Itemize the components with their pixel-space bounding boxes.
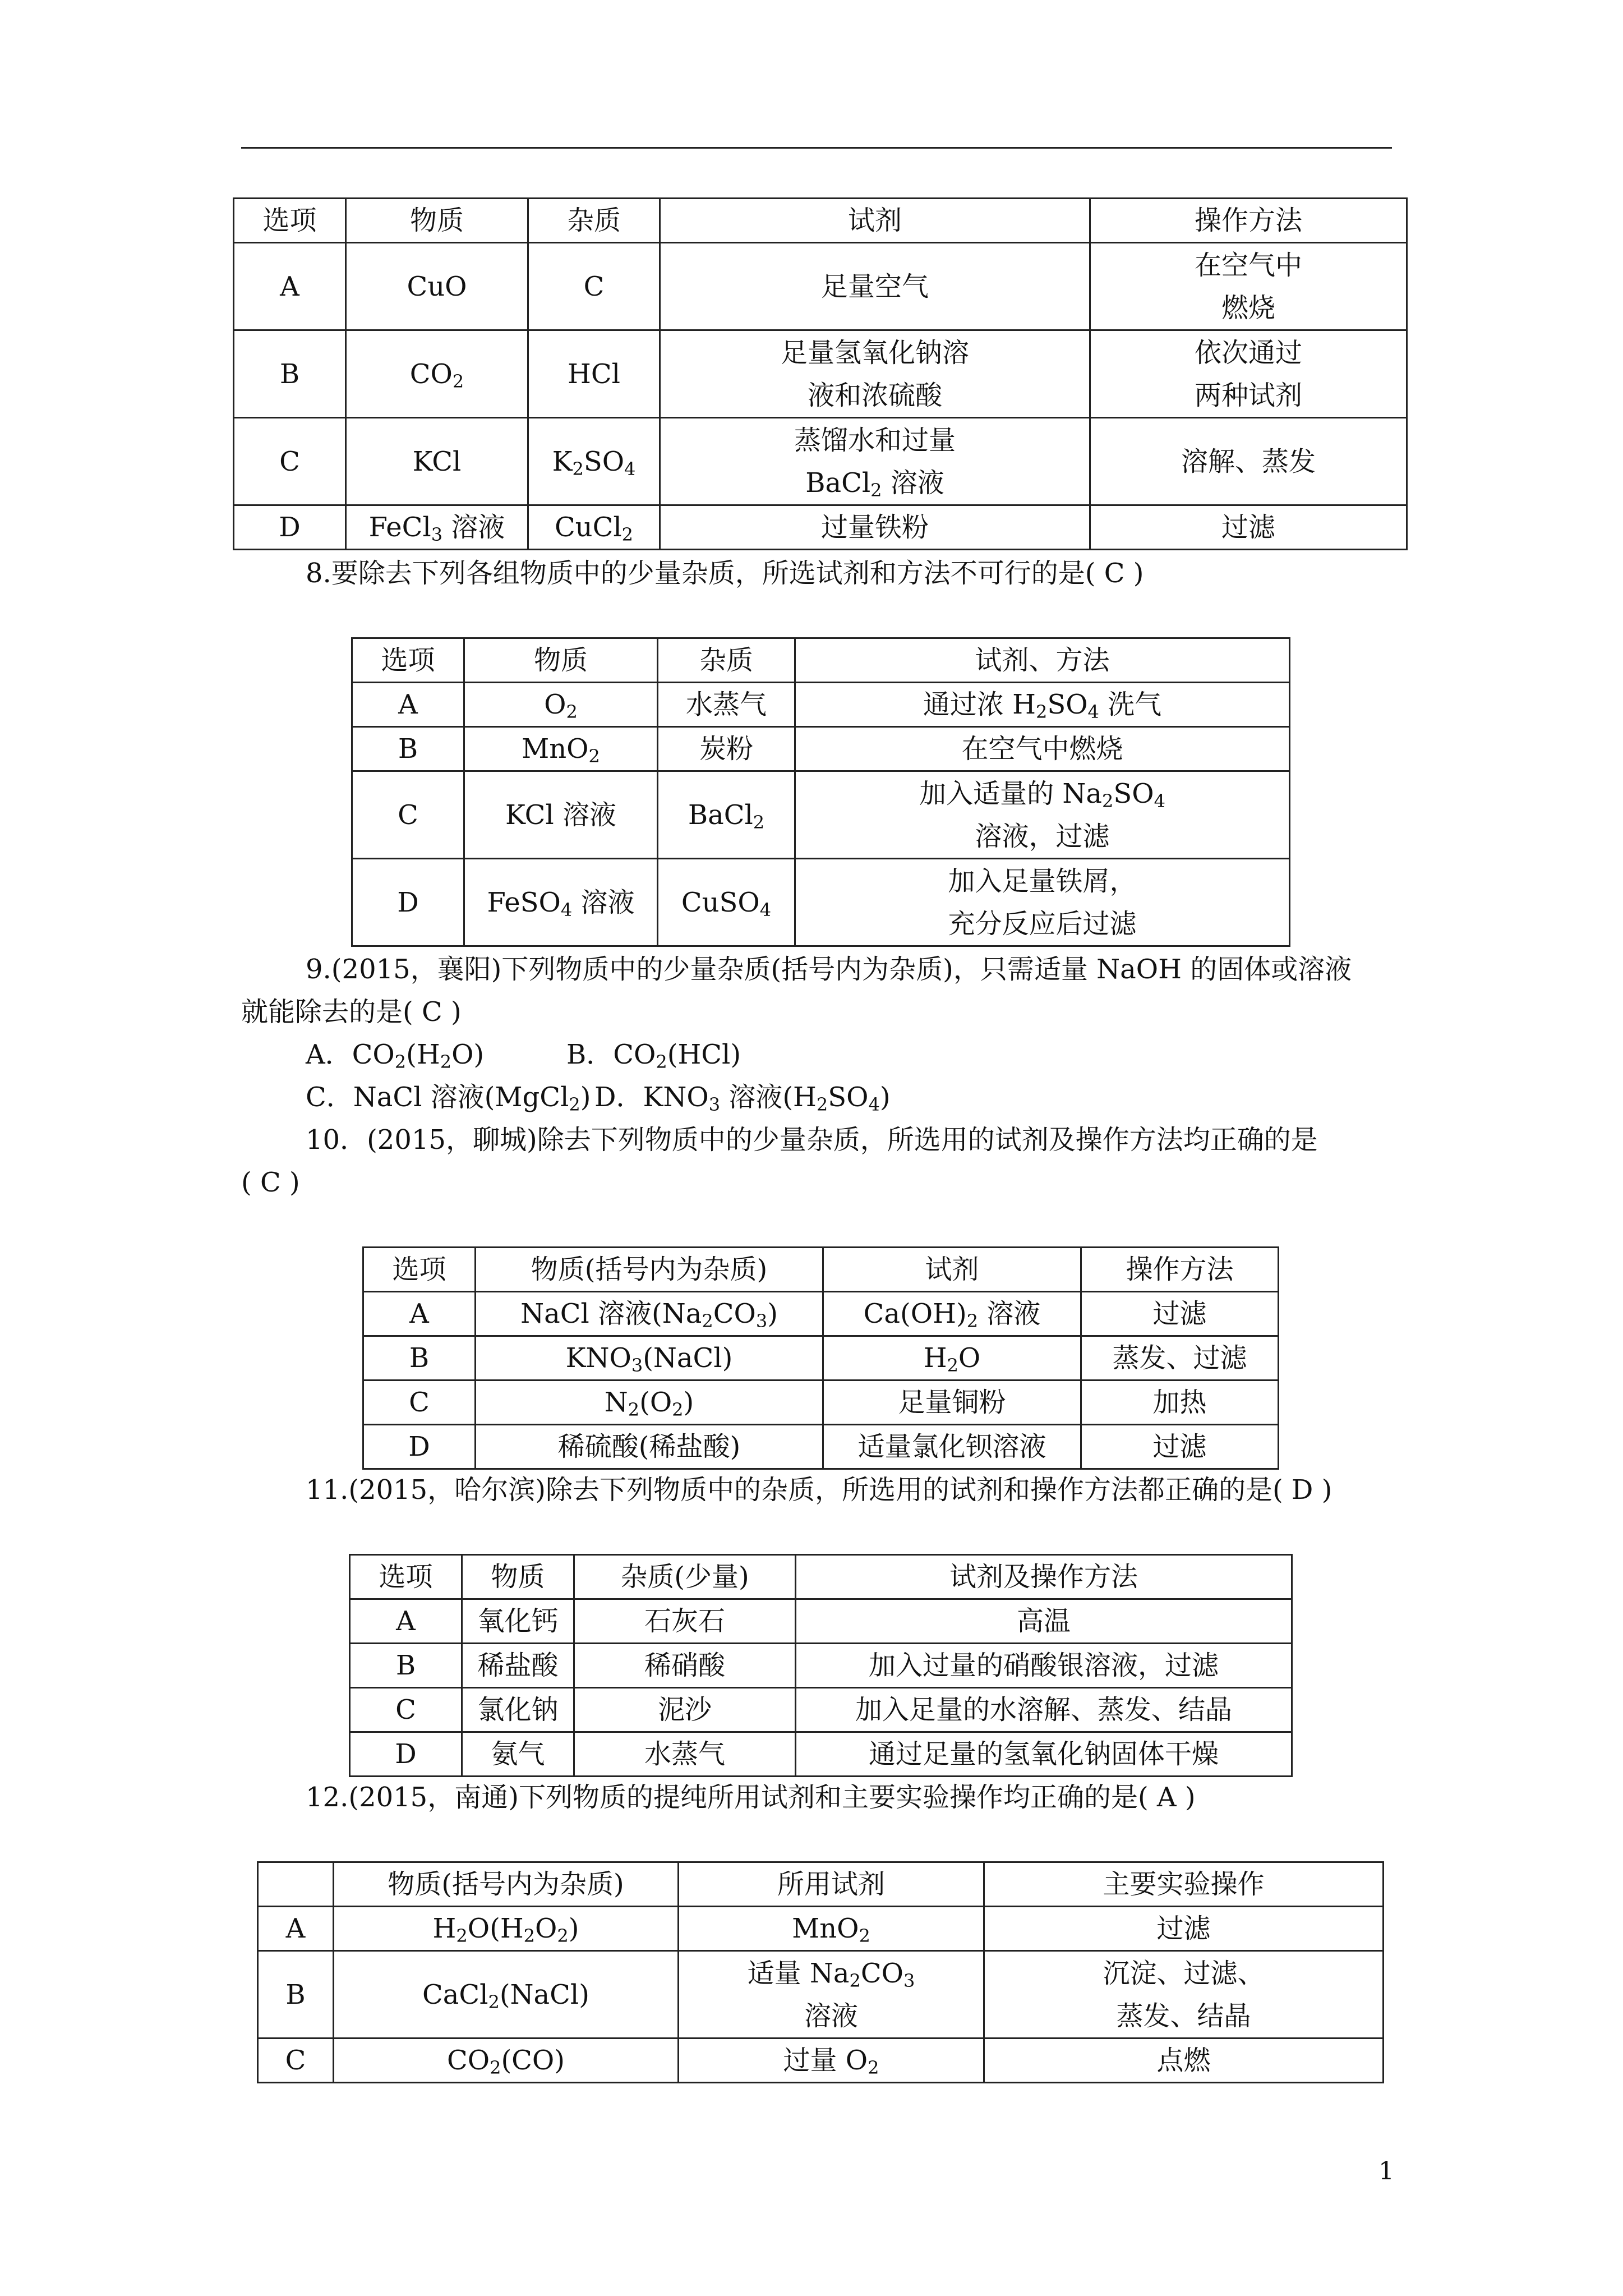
table-cell: 足量空气 — [660, 243, 1090, 330]
table-cell: 足量铜粉 — [823, 1381, 1081, 1425]
page-number: 1 — [1378, 2157, 1394, 2185]
option-c: C．NaCl 溶液(MgCl$_2$) — [306, 1082, 591, 1115]
table-cell: B — [350, 1644, 462, 1688]
table-row — [350, 1599, 1292, 1644]
table-cell: 稀硝酸 — [574, 1644, 796, 1688]
header-cell: 试剂 — [660, 199, 1090, 243]
option-d: D．$KNO_3$ 溶液$(H_2SO_4)$ — [594, 1082, 891, 1115]
table-cell: 加入足量的水溶解、蒸发、结晶 — [796, 1688, 1292, 1732]
table-cell: 氨气 — [462, 1732, 574, 1777]
table-cell: 水蒸气 — [574, 1732, 796, 1777]
table-cell: 石灰石 — [574, 1599, 796, 1644]
question-10-line-1: 10．(2015，聊城)除去下列物质中的少量杂质，所选用的试剂及操作方法均正确的是 — [306, 1124, 1318, 1156]
table-row — [258, 1907, 1384, 1951]
table-cell: 炭粉 — [658, 727, 795, 771]
table-cell: D — [352, 859, 464, 946]
table-cell: $Ca(OH)_2$ 溶液 — [823, 1292, 1081, 1336]
table-cell: A — [234, 243, 346, 330]
table-cell: 泥沙 — [574, 1688, 796, 1732]
table-cell: 溶解、蒸发 — [1090, 418, 1407, 505]
question-10-line-2: ( C ) — [241, 1167, 300, 1198]
table-cell: 过量铁粉 — [660, 505, 1090, 550]
table-cell: FeSO$_4$ 溶液 — [464, 859, 658, 946]
table-5 — [257, 1861, 1384, 2083]
header-cell: 选项 — [363, 1248, 476, 1292]
table-row — [352, 859, 1290, 946]
table-cell: KCl — [346, 418, 528, 505]
table-cell: 水蒸气 — [658, 683, 795, 727]
table-cell: 通过浓 $H_2SO_4$ 洗气 — [795, 683, 1290, 727]
table-cell: CaCl$_2$(NaCl) — [334, 1951, 679, 2039]
table-cell: 加入过量的硝酸银溶液，过滤 — [796, 1644, 1292, 1688]
table-cell: 点燃 — [984, 2039, 1384, 2083]
header-cell: 杂质 — [658, 638, 795, 683]
table-cell: 依次通过 两种试剂 — [1090, 330, 1407, 418]
table-row — [363, 1425, 1279, 1469]
table-row — [234, 330, 1407, 418]
table-cell: C — [258, 2039, 334, 2083]
table-cell: 过滤 — [1081, 1292, 1279, 1336]
header-cell: 选项 — [352, 638, 464, 683]
table-cell: FeCl$_3$ 溶液 — [346, 505, 528, 550]
header-cell: 所用试剂 — [679, 1862, 984, 1907]
table-cell: MnO$_2$ — [464, 727, 658, 771]
option-b: B．$CO_2(HCl)$ — [566, 1039, 741, 1073]
header-cell: 选项 — [234, 199, 346, 243]
question-9-line-2: 就能除去的是( C ) — [241, 996, 462, 1028]
header-cell: 试剂、方法 — [795, 638, 1290, 683]
table-cell: 在空气中燃烧 — [795, 727, 1290, 771]
header-cell: 试剂 — [823, 1248, 1081, 1292]
header-cell: 主要实验操作 — [984, 1862, 1384, 1907]
header-cell — [258, 1862, 334, 1907]
header-cell: 选项 — [350, 1555, 462, 1599]
table-cell: HCl — [528, 330, 660, 418]
table-row — [258, 1951, 1384, 2039]
table-cell: $H_2O(H_2O_2)$ — [334, 1907, 679, 1951]
table-header-row — [234, 199, 1407, 243]
option-a: A．$CO_2(H_2O)$ — [306, 1039, 485, 1073]
table-cell: B — [258, 1951, 334, 2039]
table-cell: 过滤 — [1081, 1425, 1279, 1469]
table-4 — [349, 1554, 1293, 1777]
table-cell: A — [363, 1292, 476, 1336]
table-row — [258, 2039, 1384, 2083]
table-cell: $O_2$ — [464, 683, 658, 727]
table-row — [234, 418, 1407, 505]
table-cell: $K_2SO_4$ — [528, 418, 660, 505]
table-row — [234, 243, 1407, 330]
table-cell: $KNO_3(NaCl)$ — [476, 1336, 823, 1381]
table-cell: CuSO$_4$ — [658, 859, 795, 946]
table-cell: D — [350, 1732, 462, 1777]
table-cell: C — [363, 1381, 476, 1425]
table-row — [350, 1688, 1292, 1732]
table-cell: 适量氯化钡溶液 — [823, 1425, 1081, 1469]
table-cell: 加入足量铁屑， 充分反应后过滤 — [795, 859, 1290, 946]
table-cell: $CO_2(CO)$ — [334, 2039, 679, 2083]
header-cell: 操作方法 — [1081, 1248, 1279, 1292]
table-cell: NaCl 溶液$(Na_2CO_3)$ — [476, 1292, 823, 1336]
table-1 — [233, 197, 1408, 550]
table-cell: $H_2O$ — [823, 1336, 1081, 1381]
header-cell: 操作方法 — [1090, 199, 1407, 243]
table-cell: 加热 — [1081, 1381, 1279, 1425]
table-cell: 稀盐酸 — [462, 1644, 574, 1688]
table-cell: 氯化钠 — [462, 1688, 574, 1732]
table-header-row — [350, 1555, 1292, 1599]
table-cell: 加入适量的 $Na_2SO_4$ 溶液，过滤 — [795, 771, 1290, 859]
table-row — [352, 683, 1290, 727]
header-cell: 杂质(少量) — [574, 1555, 796, 1599]
header-rule — [241, 147, 1392, 149]
question-8: 8.要除去下列各组物质中的少量杂质，所选试剂和方法不可行的是( C ) — [306, 558, 1144, 589]
header-cell: 物质 — [462, 1555, 574, 1599]
table-3 — [362, 1246, 1279, 1470]
table-2 — [351, 637, 1290, 947]
table-row — [350, 1644, 1292, 1688]
table-cell: D — [234, 505, 346, 550]
table-row — [363, 1381, 1279, 1425]
header-cell: 物质(括号内为杂质) — [334, 1862, 679, 1907]
table-cell: $CO_2$ — [346, 330, 528, 418]
table-cell: C — [350, 1688, 462, 1732]
table-row — [350, 1732, 1292, 1777]
table-cell: C — [528, 243, 660, 330]
table-row — [352, 727, 1290, 771]
header-cell: 试剂及操作方法 — [796, 1555, 1292, 1599]
table-cell: 氧化钙 — [462, 1599, 574, 1644]
table-header-row — [258, 1862, 1384, 1907]
table-cell: KCl 溶液 — [464, 771, 658, 859]
table-cell: 沉淀、过滤、 蒸发、结晶 — [984, 1951, 1384, 2039]
question-12: 12.(2015，南通)下列物质的提纯所用试剂和主要实验操作均正确的是( A ) — [306, 1782, 1196, 1813]
table-row — [363, 1292, 1279, 1336]
table-cell: 过量 $O_2$ — [679, 2039, 984, 2083]
table-cell: 适量 $Na_2CO_3$ 溶液 — [679, 1951, 984, 2039]
table-cell: CuO — [346, 243, 528, 330]
header-cell: 物质(括号内为杂质) — [476, 1248, 823, 1292]
table-cell: CuCl$_2$ — [528, 505, 660, 550]
table-cell: C — [352, 771, 464, 859]
table-row — [352, 771, 1290, 859]
table-cell: A — [350, 1599, 462, 1644]
table-cell: 高温 — [796, 1599, 1292, 1644]
question-9-line-1: 9.(2015，襄阳)下列物质中的少量杂质(括号内为杂质)，只需适量 NaOH 的固体或溶液 — [306, 954, 1352, 985]
table-cell: B — [234, 330, 346, 418]
question-11: 11.(2015，哈尔滨)除去下列物质中的杂质，所选用的试剂和操作方法都正确的是( D ) — [306, 1474, 1332, 1506]
table-cell: 蒸发、过滤 — [1081, 1336, 1279, 1381]
header-cell: 物质 — [464, 638, 658, 683]
header-cell: 物质 — [346, 199, 528, 243]
table-cell: 过滤 — [1090, 505, 1407, 550]
table-header-row — [363, 1248, 1279, 1292]
table-row — [363, 1336, 1279, 1381]
header-cell: 杂质 — [528, 199, 660, 243]
table-cell: 过滤 — [984, 1907, 1384, 1951]
table-cell: 通过足量的氢氧化钠固体干燥 — [796, 1732, 1292, 1777]
table-cell: A — [258, 1907, 334, 1951]
table-cell: $N_2(O_2)$ — [476, 1381, 823, 1425]
table-cell: B — [363, 1336, 476, 1381]
table-cell: D — [363, 1425, 476, 1469]
table-cell: BaCl$_2$ — [658, 771, 795, 859]
table-cell: B — [352, 727, 464, 771]
table-cell: 稀硫酸(稀盐酸) — [476, 1425, 823, 1469]
table-cell: 蒸馏水和过量 BaCl$_2$ 溶液 — [660, 418, 1090, 505]
table-header-row — [352, 638, 1290, 683]
table-cell: 足量氢氧化钠溶 液和浓硫酸 — [660, 330, 1090, 418]
table-cell: 在空气中 燃烧 — [1090, 243, 1407, 330]
table-cell: A — [352, 683, 464, 727]
table-cell: MnO$_2$ — [679, 1907, 984, 1951]
table-row — [234, 505, 1407, 550]
table-cell: C — [234, 418, 346, 505]
